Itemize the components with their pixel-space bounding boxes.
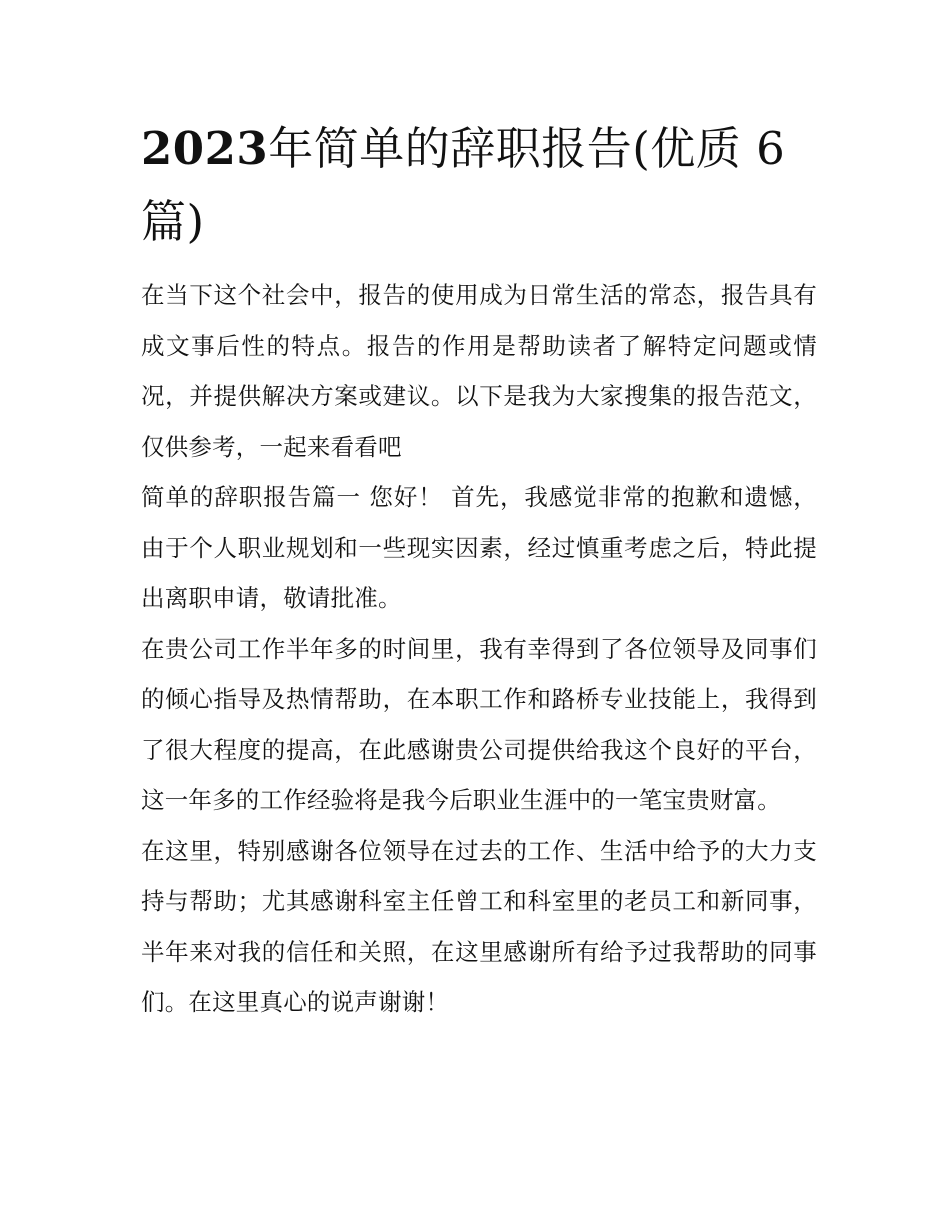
body-paragraph-1: 简单的辞职报告篇一 您好！ 首先，我感觉非常的抱歉和遗憾，由于个人职业规划和一些现实因素，经过慎重考虑之后，特此提出离职申请，敬请批准。 [141, 483, 817, 612]
document-body [141, 112, 817, 1028]
document-title [141, 112, 817, 258]
title-year: 2023 [141, 122, 269, 175]
body-paragraph-2: 在贵公司工作半年多的时间里，我有幸得到了各位领导及同事们的倾心指导及热情帮助，在本职工作和路桥专业技能上，我得到了很大程度的提高，在此感谢贵公司提供给我这个良好的平台，这一年多的工作经验将是我今后职业生涯中的一笔宝贵财富。 [141, 634, 817, 814]
body-paragraph-3: 在这里，特别感谢各位领导在过去的工作、生活中给予的大力支持与帮助；尤其感谢科室主任曾工和科室里的老员工和新同事，半年来对我的信任和关照，在这里感谢所有给予过我帮助的同事们。在这里真心的说声谢谢！ [141, 836, 817, 1016]
intro-paragraph: 在当下这个社会中，报告的使用成为日常生活的常态，报告具有成文事后性的特点。报告的作用是帮助读者了解特定问题或情况，并提供解决方案或建议。以下是我为大家搜集的报告范文，仅供参考，一起来看看吧 [141, 281, 817, 461]
title-text: 年简单的辞职报告(优质 6 篇) [141, 122, 786, 248]
